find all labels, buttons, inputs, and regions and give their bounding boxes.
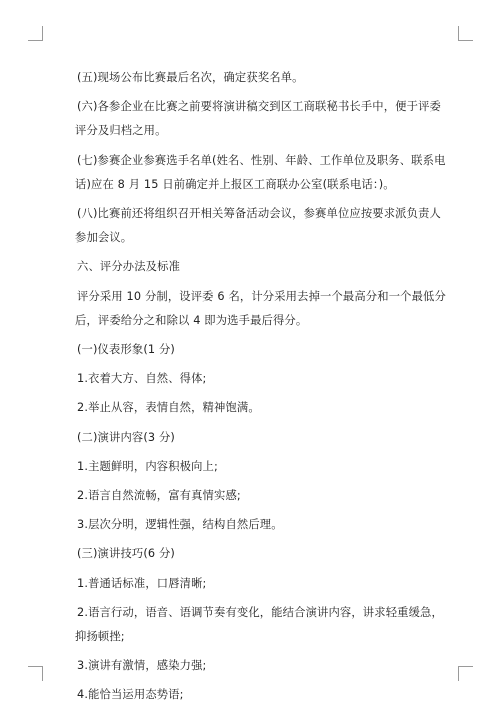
content-point-1: 1.主题鲜明，内容积极向上; xyxy=(77,459,218,473)
technique-point-3: 3.演讲有激情，感染力强; xyxy=(77,659,207,673)
criterion-content-heading: (二)演讲内容(3 分) xyxy=(77,430,175,444)
corner-crop-mark xyxy=(458,26,473,41)
appearance-point-2: 2.举止从容，表情自然，精神饱满。 xyxy=(77,401,260,415)
technique-point-1: 1.普通话标准，口唇清晰; xyxy=(77,576,207,590)
criterion-technique-heading: (三)演讲技巧(6 分) xyxy=(77,547,175,561)
corner-crop-mark xyxy=(458,666,473,681)
technique-point-2: 2.语言行动，语音、语调节奏有变化，能结合演讲内容，讲求轻重缓急，抑扬顿挫; xyxy=(75,605,443,644)
technique-point-4: 4.能恰当运用态势语; xyxy=(77,688,184,702)
item-eight-preparatory-meeting: (八)比赛前还将组织召开相关筹备活动会议，参赛单位应按要求派负责人参加会议。 xyxy=(75,207,441,245)
item-five-announce-results: (五)现场公布比赛最后名次，确定获奖名单。 xyxy=(77,71,304,84)
document-body xyxy=(75,66,447,713)
criterion-appearance-heading: (一)仪表形象(1 分) xyxy=(77,343,175,357)
corner-crop-mark xyxy=(28,666,43,681)
section-heading-scoring: 六、评分办法及标准 xyxy=(77,260,181,274)
content-point-3: 3.层次分明，逻辑性强，结构自然后理。 xyxy=(77,518,283,532)
content-point-2: 2.语言自然流畅，富有真情实感; xyxy=(77,489,241,503)
item-seven-contestant-list: (七)参赛企业参赛选手名单(姓名、性别、年龄、工作单位及职务、联系电话)应在 8 月 15 日前确定并上报区工商联办公室(联系电话：)。 xyxy=(75,153,446,191)
appearance-point-1: 1.衣着大方、自然、得体; xyxy=(77,372,207,386)
corner-crop-mark xyxy=(28,26,43,41)
scoring-rule-paragraph: 评分采用 10 分制，设评委 6 名，计分采用去掉一个最高分和一个最低分后，评委给分之和除以 4 即为选手最后得分。 xyxy=(75,289,446,327)
item-six-submit-speech: (六)各参企业在比赛之前要将演讲稿交到区工商联秘书长手中，便于评委评分及归档之用。 xyxy=(75,100,441,138)
